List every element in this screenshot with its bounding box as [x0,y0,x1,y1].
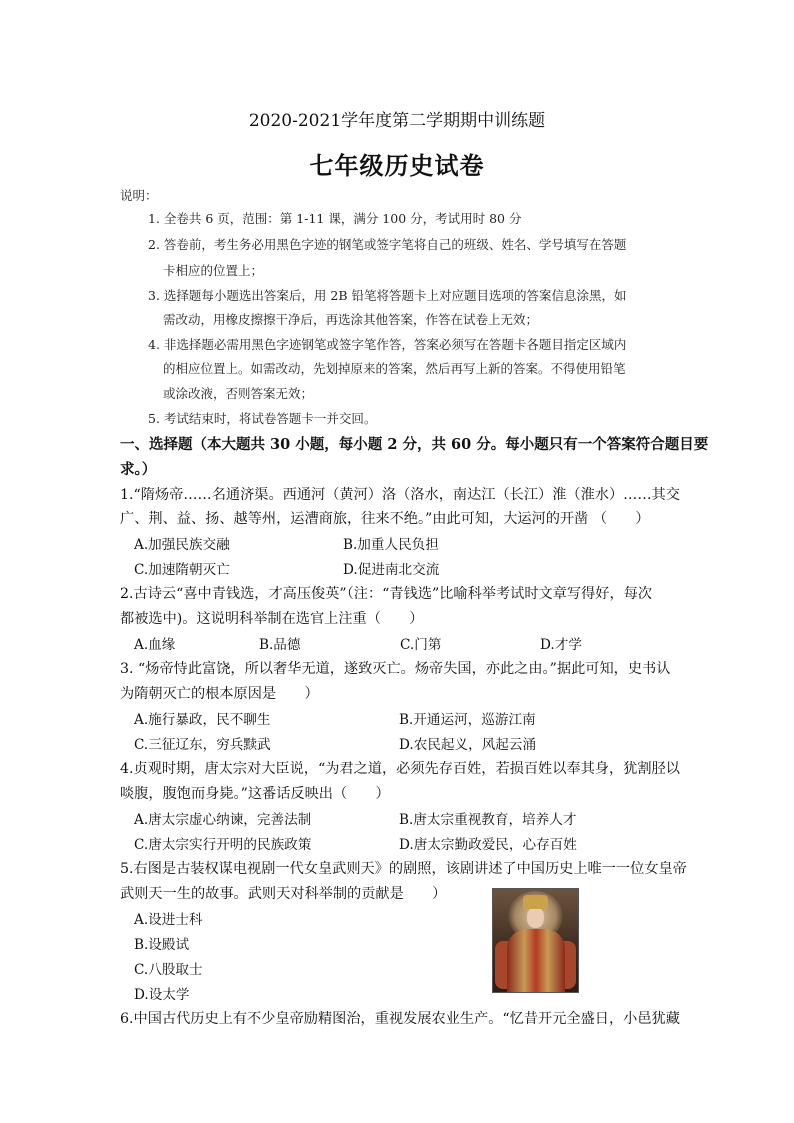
question-stem: 啖腹，腹饱而身毙。”这番话反映出（ ） [120,786,390,802]
question-stem: 5.右图是古装权谋电视剧一代女皇武则天》的剧照，该剧讲述了中国历史上唯一一位女皇帝 [120,861,687,877]
answer-option: A.施行暴政，民不聊生 [134,712,271,728]
answer-option: A.设进士科 [134,912,203,928]
note-line: 4. 非选择题必需用黑色字迹钢笔或签字笔作答，答案必须写在答题卡各题目指定区域内 [148,337,627,352]
question-stem: 都被选中)。这说明科举制在选官上注重（ ） [120,611,424,627]
note-line: 3. 选择题每小题选出答案后，用 2B 铅笔将答题卡上对应题目选项的答案信息涂黑，如 [148,288,627,303]
answer-option: C.门第 [400,637,442,653]
question-stem: 3. “炀帝恃此富饶，所以奢华无道，遂致灭亡。炀帝失国，亦此之由。”据此可知，史书认 [120,661,671,677]
notes-label: 说明： [120,188,158,203]
answer-option: A.唐太宗虚心纳谏，完善法制 [134,812,312,828]
note-line: 或涂改液，否则答案无效； [163,386,314,401]
note-line: 卡相应的位置上； [163,263,264,278]
answer-option: D.农民起义，风起云涌 [399,737,537,753]
answer-option: C.八股取士 [134,962,203,978]
answer-option: D.促进南北交流 [343,562,440,578]
answer-option: A.加强民族交融 [134,537,230,553]
face-shape [527,907,544,928]
note-line: 需改动，用橡皮擦擦干净后，再选涂其他答案，作答在试卷上无效； [163,312,539,327]
answer-option: D.才学 [540,637,582,653]
exam-subtitle: 七年级历史试卷 [309,151,485,180]
question-stem: 2.古诗云“喜中青钱选，才高压俊英”（注：“青钱选”比喻科举考试时文章写得好，每次 [120,586,653,602]
answer-option: D.设太学 [134,987,190,1003]
answer-option: D.唐太宗勤政爱民，心存百姓 [399,837,577,853]
answer-option: C.唐太宗实行开明的民族政策 [134,837,312,853]
crown-shape [523,895,548,909]
note-line: 5. 考试结束时，将试卷答题卡一并交回。 [148,411,377,426]
answer-option: A.血缘 [134,637,176,653]
answer-option: B.开通运河，巡游江南 [399,712,536,728]
note-line: 的相应位置上。如需改动，先划掉原来的答案，然后再写上新的答案。不得使用铅笔 [163,361,626,376]
question-stem: 武则天一生的故事。武则天对科举制的贡献是 ） [120,886,447,902]
answer-option: B.唐太宗重视教育，培养人才 [399,812,577,828]
section-heading: 一、选择题（本大题共 30 小题，每小题 2 分，共 60 分。每小题只有一个答案符合题目要 [120,436,709,453]
wu-zetian-drama-still-image [492,888,579,993]
question-stem: 广、荆、益、扬、越等州，运漕商旅，往来不绝。”由此可知，大运河的开凿 （ ） [120,511,650,527]
question-stem: 为隋朝灭亡的根本原因是 ） [120,686,319,702]
question-stem: 6.中国古代历史上有不少皇帝励精图治，重视发展农业生产。“忆昔开元全盛日，小邑犹藏 [120,1011,680,1027]
question-stem: 1.“隋炀帝……名通济渠。西通河（黄河）洛（洛水，南达江（长江）淮（淮水）……其交 [120,487,680,503]
answer-option: B.设殿试 [134,937,190,953]
robe-shape [507,929,565,993]
answer-option: B.加重人民负担 [343,537,439,553]
answer-option: C.三征辽东，穷兵黩武 [134,737,271,753]
answer-option: C.加速隋朝灭亡 [134,562,230,578]
exam-title: 2020-2021学年度第二学期期中训练题 [248,111,546,131]
note-line: 2. 答卷前，考生务必用黑色字迹的钢笔或签字笔将自己的班级、姓名、学号填写在答题 [148,237,627,252]
section-heading: 求。） [120,461,157,478]
answer-option: B.品德 [259,637,301,653]
note-line: 1. 全卷共 6 页，范围：第 1-11 课，满分 100 分，考试用时 80 分 [148,211,522,226]
question-stem: 4.贞观时期，唐太宗对大臣说，“为君之道，必须先存百姓，若损百姓以奉其身，犹割胫以 [120,761,680,777]
